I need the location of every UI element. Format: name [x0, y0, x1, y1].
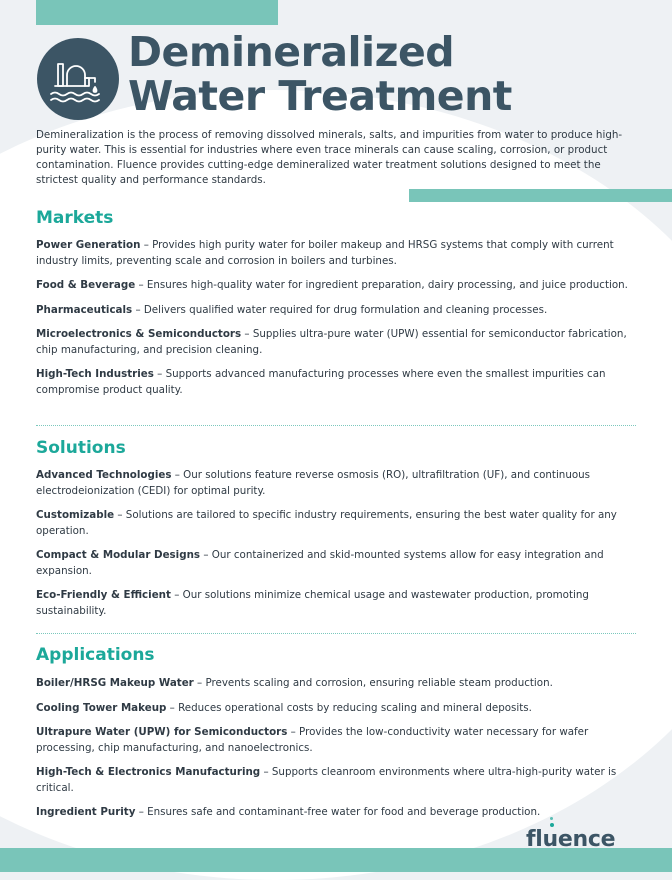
list-item: Ingredient Purity – Ensures safe and contaminant-free water for food and beverage production. [36, 806, 541, 818]
list-item: Customizable – Solutions are tailored to specific industry requirements, ensuring the best water quality for any operation. [36, 509, 617, 537]
solutions-heading: Solutions [36, 438, 126, 458]
list-item: Cooling Tower Makeup – Reduces operational costs by reducing scaling and mineral deposits. [36, 701, 532, 714]
section-divider [36, 633, 636, 634]
list-item: Advanced Technologies – Our solutions feature reverse osmosis (RO), ultrafiltration (UF), and continuous electrodeionization (CEDI) for optimal purity. [36, 469, 591, 497]
title-line-2: Water Treatment [128, 72, 512, 120]
list-item: Food & Beverage – Ensures high-quality water for ingredient preparation, dairy processing, and juice production. [36, 279, 628, 291]
list-item: Microelectronics & Semiconductors – Supplies ultra-pure water (UPW) essential for semiconductor fabrication, chip manufacturing, and precision cleaning. [36, 328, 627, 356]
logo-accent-dot [550, 817, 553, 820]
list-item: Power Generation – Provides high purity water for boiler makeup and HRSG systems that comply with current industry limits, preventing scale and corrosion in boilers and turbines. [36, 239, 614, 267]
list-item: Compact & Modular Designs – Our containerized and skid-mounted systems allow for easy integration and expansion. [36, 549, 604, 577]
list-item: Ultrapure Water (UPW) for Semiconductors – Provides the low-conductivity water necessary for wafer processing, chip manufacturing, and nanoelectronics. [36, 726, 589, 754]
list-item: Boiler/HRSG Makeup Water – Prevents scaling and corrosion, ensuring reliable steam production. [36, 677, 553, 689]
top-accent-bar [36, 0, 278, 25]
applications-heading: Applications [36, 645, 155, 665]
page-title [128, 30, 512, 118]
intro-paragraph: Demineralization is the process of removing dissolved minerals, salts, and impurities from water to produce high-purity water. This is essential for industries where even trace minerals can cause scaling, corrosion, or product contamination. Fluence provides cutting-edge demineralized water treatment solutions designed to meet the strictest quality and performance standards. [36, 129, 623, 186]
list-item: High-Tech & Electronics Manufacturing – Supports cleanroom environments where ultra-high-purity water is critical. [36, 766, 617, 794]
applications-list [36, 676, 636, 830]
list-item: High-Tech Industries – Supports advanced manufacturing processes where even the smallest impurities can compromise product quality. [36, 368, 606, 396]
markets-list [36, 238, 636, 407]
markets-heading: Markets [36, 208, 114, 228]
fluence-logo: fluence [526, 827, 616, 852]
right-accent-bar [409, 189, 672, 202]
section-divider [36, 425, 636, 426]
title-line-1: Demineralized [128, 28, 455, 76]
list-item: Pharmaceuticals – Delivers qualified water required for drug formulation and cleaning processes. [36, 303, 548, 316]
list-item: Eco-Friendly & Efficient – Our solutions minimize chemical usage and wastewater production, promoting sustainability. [36, 589, 589, 617]
solutions-list [36, 468, 636, 628]
water-facility-icon [37, 38, 119, 120]
